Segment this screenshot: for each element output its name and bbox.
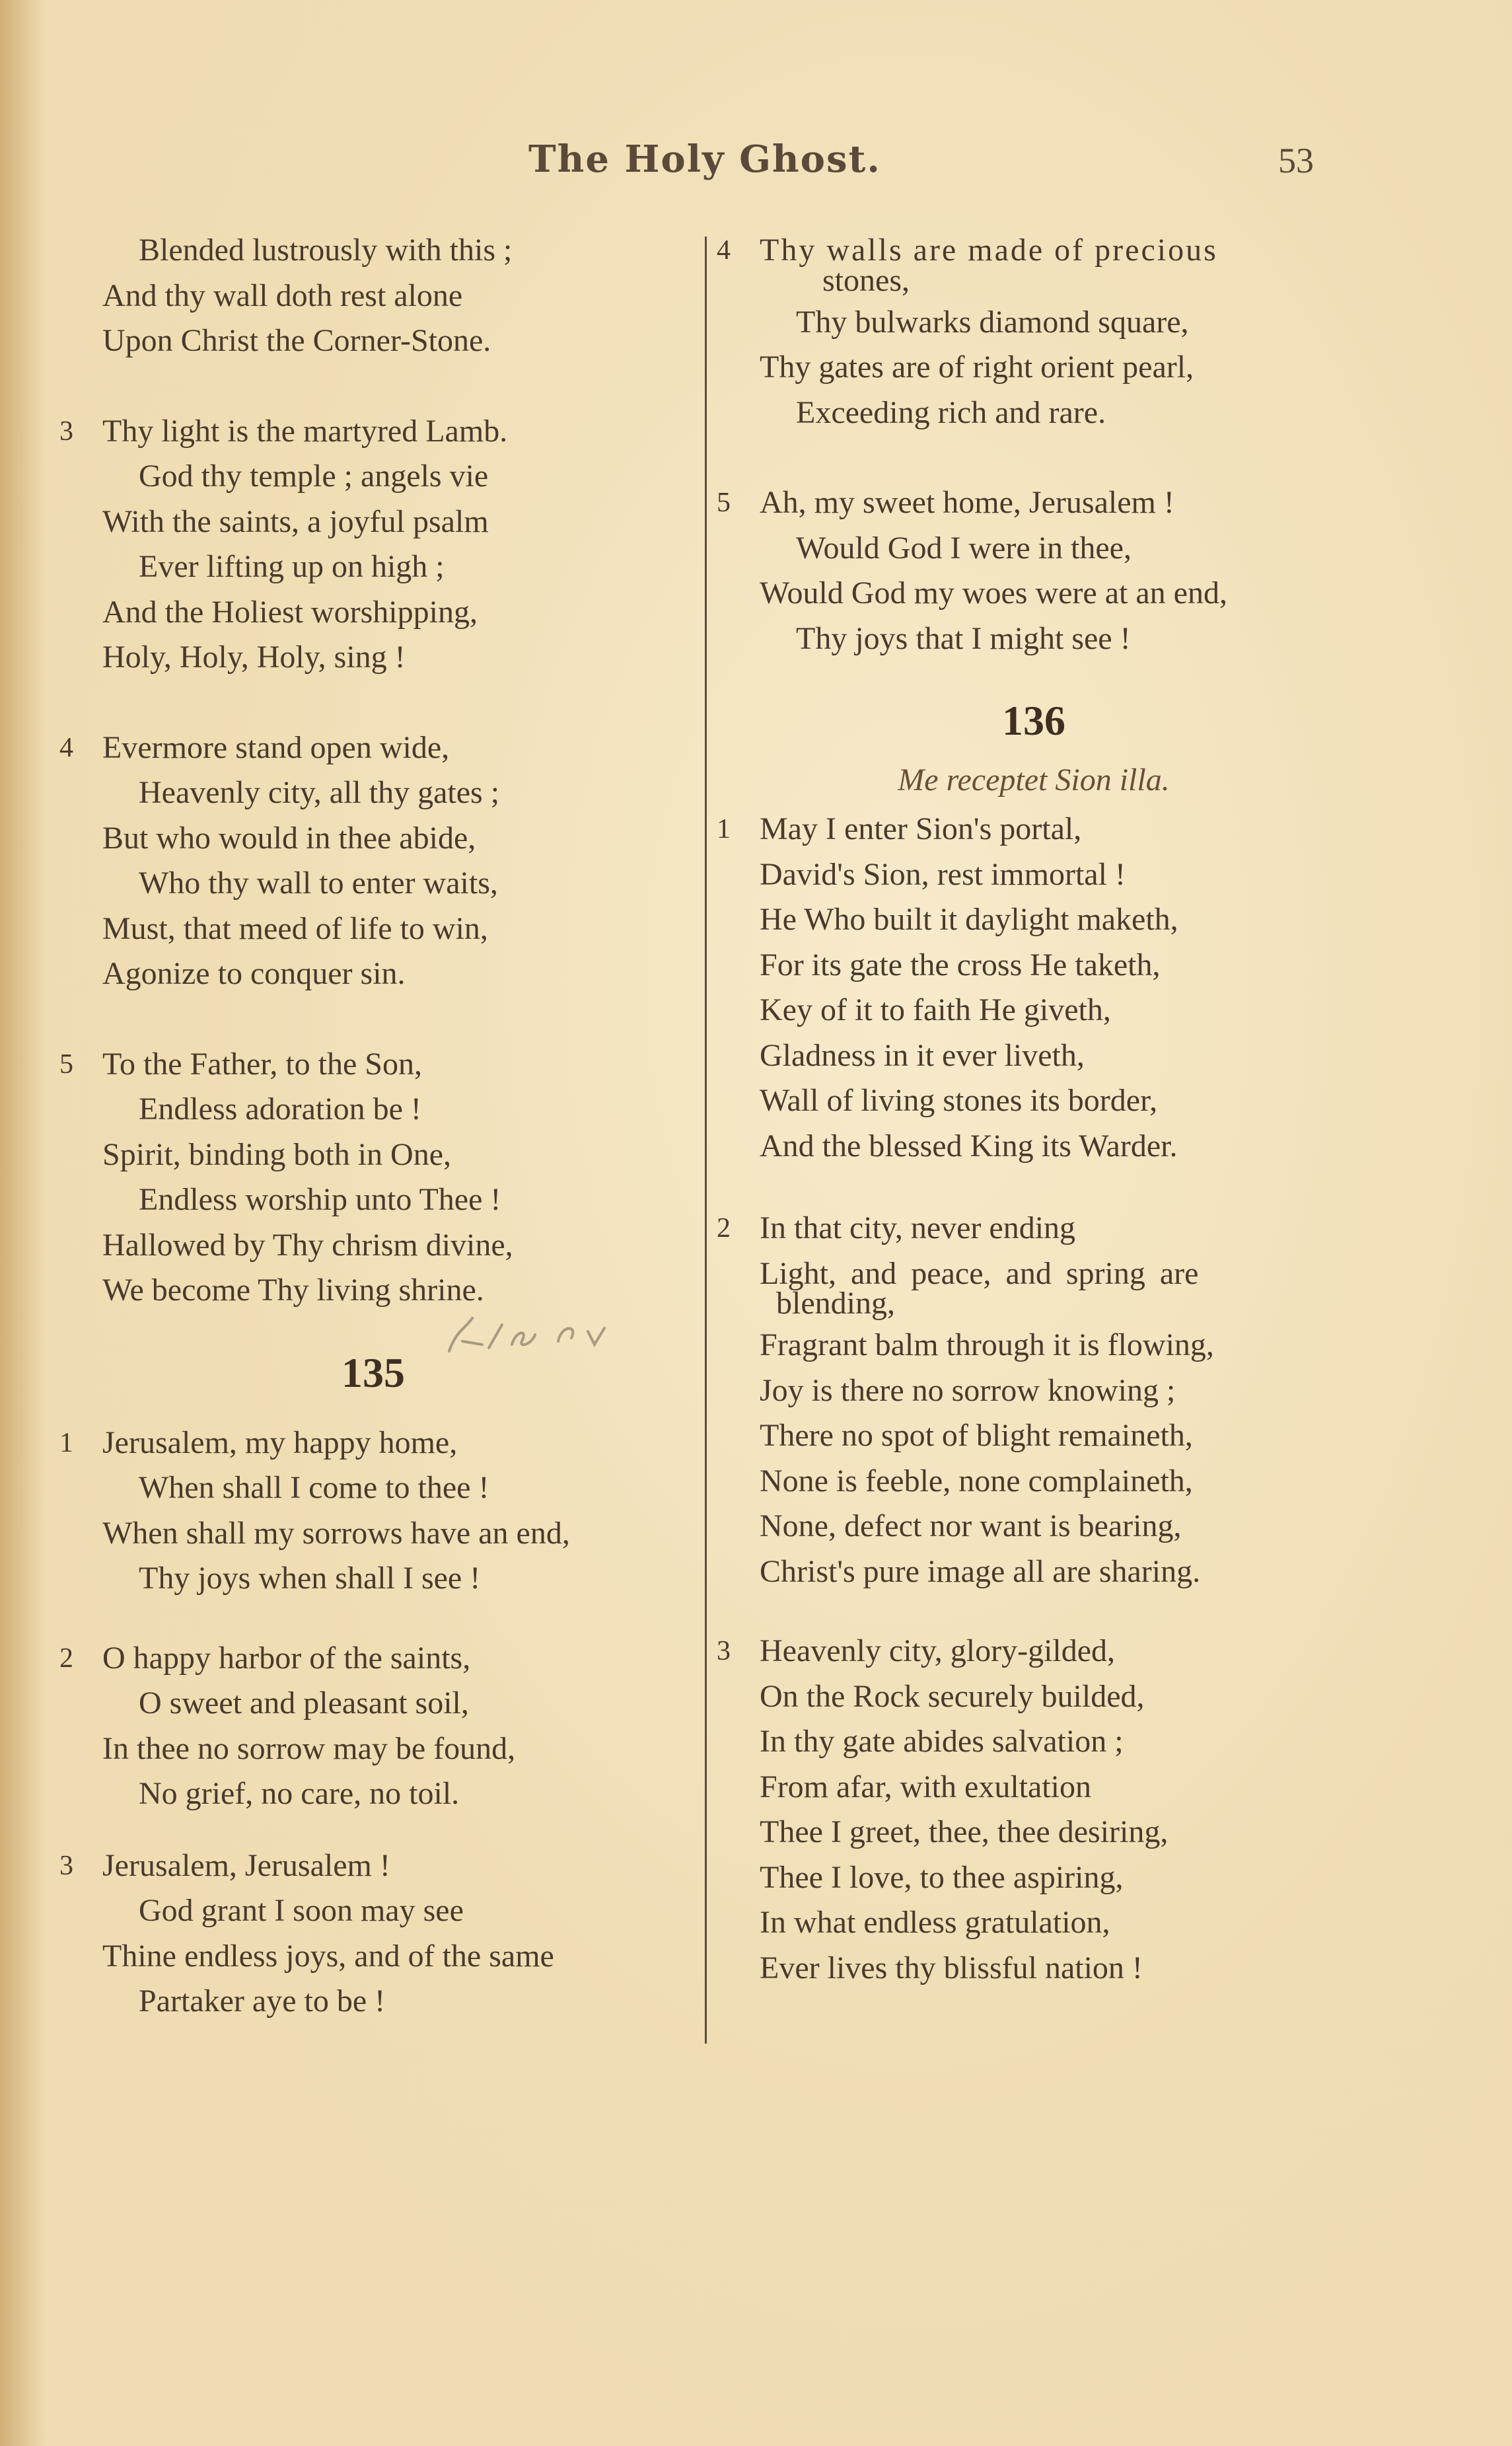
stanza-number: 5 [717,488,731,518]
hymn-136-stanza-2 [717,1206,1351,1594]
verse-line: Would God my woes were at an end, [760,575,1227,611]
stanza-number: 3 [59,1850,73,1881]
verse-line: Thy gates are of right orient pearl, [760,350,1194,385]
verse-line: In thy gate abides salvation ; [760,1724,1124,1759]
hymn-135-stanza-3 [59,1843,687,2024]
verse-line: Partaker aye to be ! [139,1983,386,2019]
verse-line: Thine endless joys, and of the same [102,1938,554,1974]
verse-line: Blended lustrously with this ; [139,233,513,268]
stanza-number: 3 [717,1636,731,1666]
verse-line: Wall of living stones its border, [760,1083,1158,1118]
verse-line: From afar, with exultation [760,1769,1091,1804]
stanza-number: 5 [59,1049,73,1080]
stanza-number: 3 [59,416,73,447]
hymn-136-stanza-1 [717,807,1351,1169]
verse-line: Thee I love, to thee aspiring, [760,1859,1124,1895]
verse-line: On the Rock securely builded, [760,1678,1145,1714]
verse-line: May I enter Sion's portal, [760,811,1082,846]
verse-line: Thy joys that I might see ! [796,620,1131,656]
stanza-number: 2 [717,1213,731,1243]
stanza-4 [59,725,687,997]
verse-line: In that city, never ending [760,1210,1076,1245]
verse-line: God grant I soon may see [139,1893,464,1928]
verse-line: Heavenly city, glory-gilded, [760,1633,1116,1668]
verse-line: Agonize to conquer sin. [102,956,406,991]
verse-line: Joy is there no sorrow knowing ; [760,1372,1176,1408]
verse-line: But who would in thee abide, [102,820,476,856]
verse-line: None is feeble, none complaineth, [760,1463,1193,1499]
verse-line: Heavenly city, all thy gates ; [139,775,500,810]
verse-line: Thy bulwarks diamond square, [796,304,1189,340]
verse-line: We become Thy living shrine. [102,1273,484,1308]
hymn-number-136: 136 [1002,697,1065,744]
stanza-4-right [717,228,1351,435]
verse-line: In what endless gratulation, [760,1905,1110,1940]
verse-line: Exceeding rich and rare. [796,394,1106,430]
verse-line: Would God I were in thee, [796,530,1132,566]
verse-line: No grief, no care, no toil. [139,1776,460,1811]
hymn-136-stanza-3 [717,1629,1351,1991]
stanza-5 [59,1042,687,1314]
verse-line: Fragrant balm through it is flowing, [760,1327,1214,1362]
verse-line: stones, [822,262,910,298]
verse-line: blending, [776,1286,895,1321]
verse-line: When shall I come to thee ! [139,1470,489,1505]
stanza-5-right [717,480,1351,661]
verse-line: And the Holiest worshipping, [102,594,478,630]
verse-line: God thy temple ; angels vie [139,459,489,494]
page-edge-shadow [0,0,46,2446]
verse-line: Who thy wall to enter waits, [139,866,498,901]
verse-line: Christ's pure image all are sharing. [760,1553,1201,1589]
verse-line: Evermore stand open wide, [102,729,450,765]
verse-line: Upon Christ the Corner-Stone. [102,323,491,358]
verse-line: For its gate the cross He taketh, [760,947,1161,982]
page-number: 53 [1278,141,1314,180]
verse-line: Must, that meed of life to win, [102,910,488,946]
verse-line: And the blessed King its Warder. [760,1128,1178,1164]
right-column [717,228,1351,1991]
stanza-number: 1 [59,1427,73,1458]
running-title: The Holy Ghost. [528,137,881,181]
verse-line: None, defect nor want is bearing, [760,1508,1182,1543]
stanza-3 [59,409,687,681]
verse-line: Endless adoration be ! [139,1092,421,1127]
continuation-stanza [59,228,687,364]
stanza-number: 4 [717,235,731,266]
verse-line: Ever lifting up on high ; [139,549,445,584]
verse-line: O sweet and pleasant soil, [139,1686,469,1721]
verse-line: Thee I greet, thee, thee desiring, [760,1814,1169,1849]
verse-line: When shall my sorrows have an end, [102,1515,570,1551]
verse-line: He Who built it daylight maketh, [760,902,1178,937]
verse-line: There no spot of blight remaineth, [760,1418,1193,1453]
stanza-number: 1 [717,814,731,844]
verse-line: Jerusalem, Jerusalem ! [102,1847,390,1883]
hymn-135-stanza-2 [59,1636,687,1817]
hymn-title-136: Me receptet Sion illa. [898,762,1170,797]
hymn-number-135: 135 [342,1349,405,1396]
verse-line: Key of it to faith He giveth, [760,992,1111,1027]
stanza-number: 4 [59,732,73,763]
verse-line: With the saints, a joyful psalm [102,503,489,539]
pencil-annotation [436,1305,608,1364]
verse-line: Light, and peace, and spring are [760,1255,1199,1291]
verse-line: Spirit, binding both in One, [102,1136,451,1172]
verse-line: Jerusalem, my happy home, [102,1425,458,1460]
verse-line: In thee no sorrow may be found, [102,1730,516,1766]
verse-line: Hallowed by Thy chrism divine, [102,1227,513,1263]
verse-line: And thy wall doth rest alone [102,278,463,313]
verse-line: Thy joys when shall I see ! [139,1561,481,1596]
verse-line: David's Sion, rest immortal ! [760,856,1126,892]
page-header [0,137,1512,190]
verse-line: Holy, Holy, Holy, sing ! [102,640,406,675]
verse-line: Gladness in it ever liveth, [760,1037,1085,1073]
verse-line: Thy walls are made of precious [760,233,1218,268]
stanza-number: 2 [59,1643,73,1674]
hymn-135-stanza-1 [59,1421,687,1602]
verse-line: Ah, my sweet home, Jerusalem ! [760,485,1174,520]
left-column [59,228,687,2024]
verse-line: Endless worship unto Thee ! [139,1182,501,1217]
verse-line: To the Father, to the Son, [102,1046,422,1082]
verse-line: O happy harbor of the saints, [102,1640,471,1676]
verse-line: Ever lives thy blissful nation ! [760,1950,1143,1985]
verse-line: Thy light is the martyred Lamb. [102,413,508,449]
column-divider [705,237,707,2044]
